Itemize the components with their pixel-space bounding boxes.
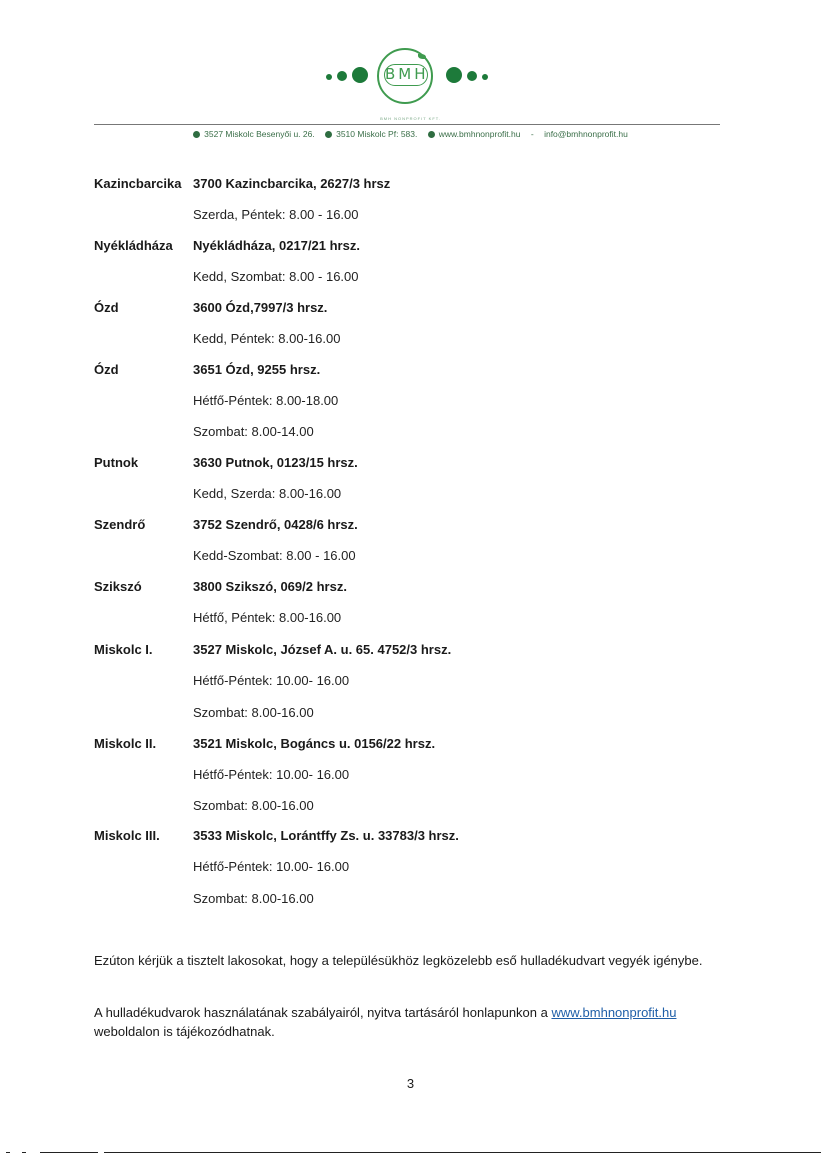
globe-icon <box>428 131 435 138</box>
site-hours: Hétfő-Péntek: 10.00- 16.00 <box>193 859 350 874</box>
site-address: 3651 Ózd, 9255 hrsz. <box>193 362 321 377</box>
contact-address: 3527 Miskolc Besenyői u. 26. <box>204 129 315 139</box>
info-text-end: weboldalon is tájékozódhatnak. <box>94 1024 275 1039</box>
site-town: Ózd <box>94 300 119 315</box>
logo-dot <box>326 74 332 80</box>
logo-dot <box>467 71 477 81</box>
site-hours: Hétfő, Péntek: 8.00-16.00 <box>193 610 342 625</box>
company-logo <box>0 40 821 121</box>
website-link[interactable]: www.bmhnonprofit.hu <box>551 1005 677 1020</box>
site-hours: Szombat: 8.00-16.00 <box>193 891 314 906</box>
site-town: Miskolc I. <box>94 642 153 657</box>
site-hours: Hétfő-Péntek: 10.00- 16.00 <box>193 767 350 782</box>
mailbox-icon <box>325 131 332 138</box>
site-address: 3630 Putnok, 0123/15 hrsz. <box>193 455 358 470</box>
notice-paragraph: Ezúton kérjük a tisztelt lakosokat, hogy a településükhöz legközelebb eső hulladékudvart vegyék igénybe. <box>94 953 703 968</box>
bottom-rule <box>22 1152 26 1153</box>
site-hours: Hétfő-Péntek: 10.00- 16.00 <box>193 673 350 688</box>
site-address: 3700 Kazincbarcika, 2627/3 hrsz <box>193 176 391 191</box>
info-paragraph <box>94 1003 725 1041</box>
leaf-icon <box>418 54 426 59</box>
site-hours: Kedd, Péntek: 8.00-16.00 <box>193 331 341 346</box>
contact-website[interactable]: www.bmhnonprofit.hu <box>438 129 521 139</box>
logo-dot <box>482 74 488 80</box>
site-address: 3533 Miskolc, Lorántffy Zs. u. 33783/3 hrsz. <box>193 828 459 843</box>
site-hours: Szombat: 8.00-14.00 <box>193 424 314 439</box>
bottom-rule <box>6 1152 10 1153</box>
site-town: Miskolc II. <box>94 736 157 751</box>
site-address: 3600 Ózd,7997/3 hrsz. <box>193 300 328 315</box>
site-hours: Kedd-Szombat: 8.00 - 16.00 <box>193 548 356 563</box>
location-icon <box>193 131 200 138</box>
site-hours: Szombat: 8.00-16.00 <box>193 705 314 720</box>
contact-email[interactable]: info@bmhnonprofit.hu <box>544 129 628 139</box>
site-address: 3527 Miskolc, József A. u. 65. 4752/3 hrsz. <box>193 642 452 657</box>
site-town: Kazincbarcika <box>94 176 182 191</box>
site-address: 3521 Miskolc, Bogáncs u. 0156/22 hrsz. <box>193 736 436 751</box>
info-text-start: A hulladékudvarok használatának szabályairól, nyitva tartásáról honlapunkon a <box>94 1005 552 1020</box>
site-town: Nyékládháza <box>94 238 173 253</box>
bottom-rule <box>40 1152 98 1153</box>
logo-letters: BMH <box>384 64 428 86</box>
site-hours: Szombat: 8.00-16.00 <box>193 798 314 813</box>
logo-dot <box>337 71 347 81</box>
site-address: Nyékládháza, 0217/21 hrsz. <box>193 238 360 253</box>
site-town: Szikszó <box>94 579 142 594</box>
site-town: Putnok <box>94 455 139 470</box>
site-hours: Szerda, Péntek: 8.00 - 16.00 <box>193 207 359 222</box>
site-hours: Kedd, Szerda: 8.00-16.00 <box>193 486 342 501</box>
page-number: 3 <box>406 1076 415 1091</box>
site-address: 3752 Szendrő, 0428/6 hrsz. <box>193 517 358 532</box>
logo-tagline: BMH NONPROFIT KFT. <box>380 116 441 121</box>
bottom-rule <box>104 1152 821 1153</box>
contact-pobox: 3510 Miskolc Pf: 583. <box>336 129 418 139</box>
site-hours: Kedd, Szombat: 8.00 - 16.00 <box>193 269 359 284</box>
site-address: 3800 Szikszó, 069/2 hrsz. <box>193 579 347 594</box>
contact-separator: - <box>530 129 534 139</box>
site-town: Ózd <box>94 362 119 377</box>
logo-dot <box>352 67 368 83</box>
site-hours: Hétfő-Péntek: 8.00-18.00 <box>193 393 339 408</box>
header-divider <box>94 124 720 125</box>
site-town: Szendrő <box>94 517 146 532</box>
site-town: Miskolc III. <box>94 828 160 843</box>
logo-dot <box>446 67 462 83</box>
contact-line <box>0 129 821 139</box>
